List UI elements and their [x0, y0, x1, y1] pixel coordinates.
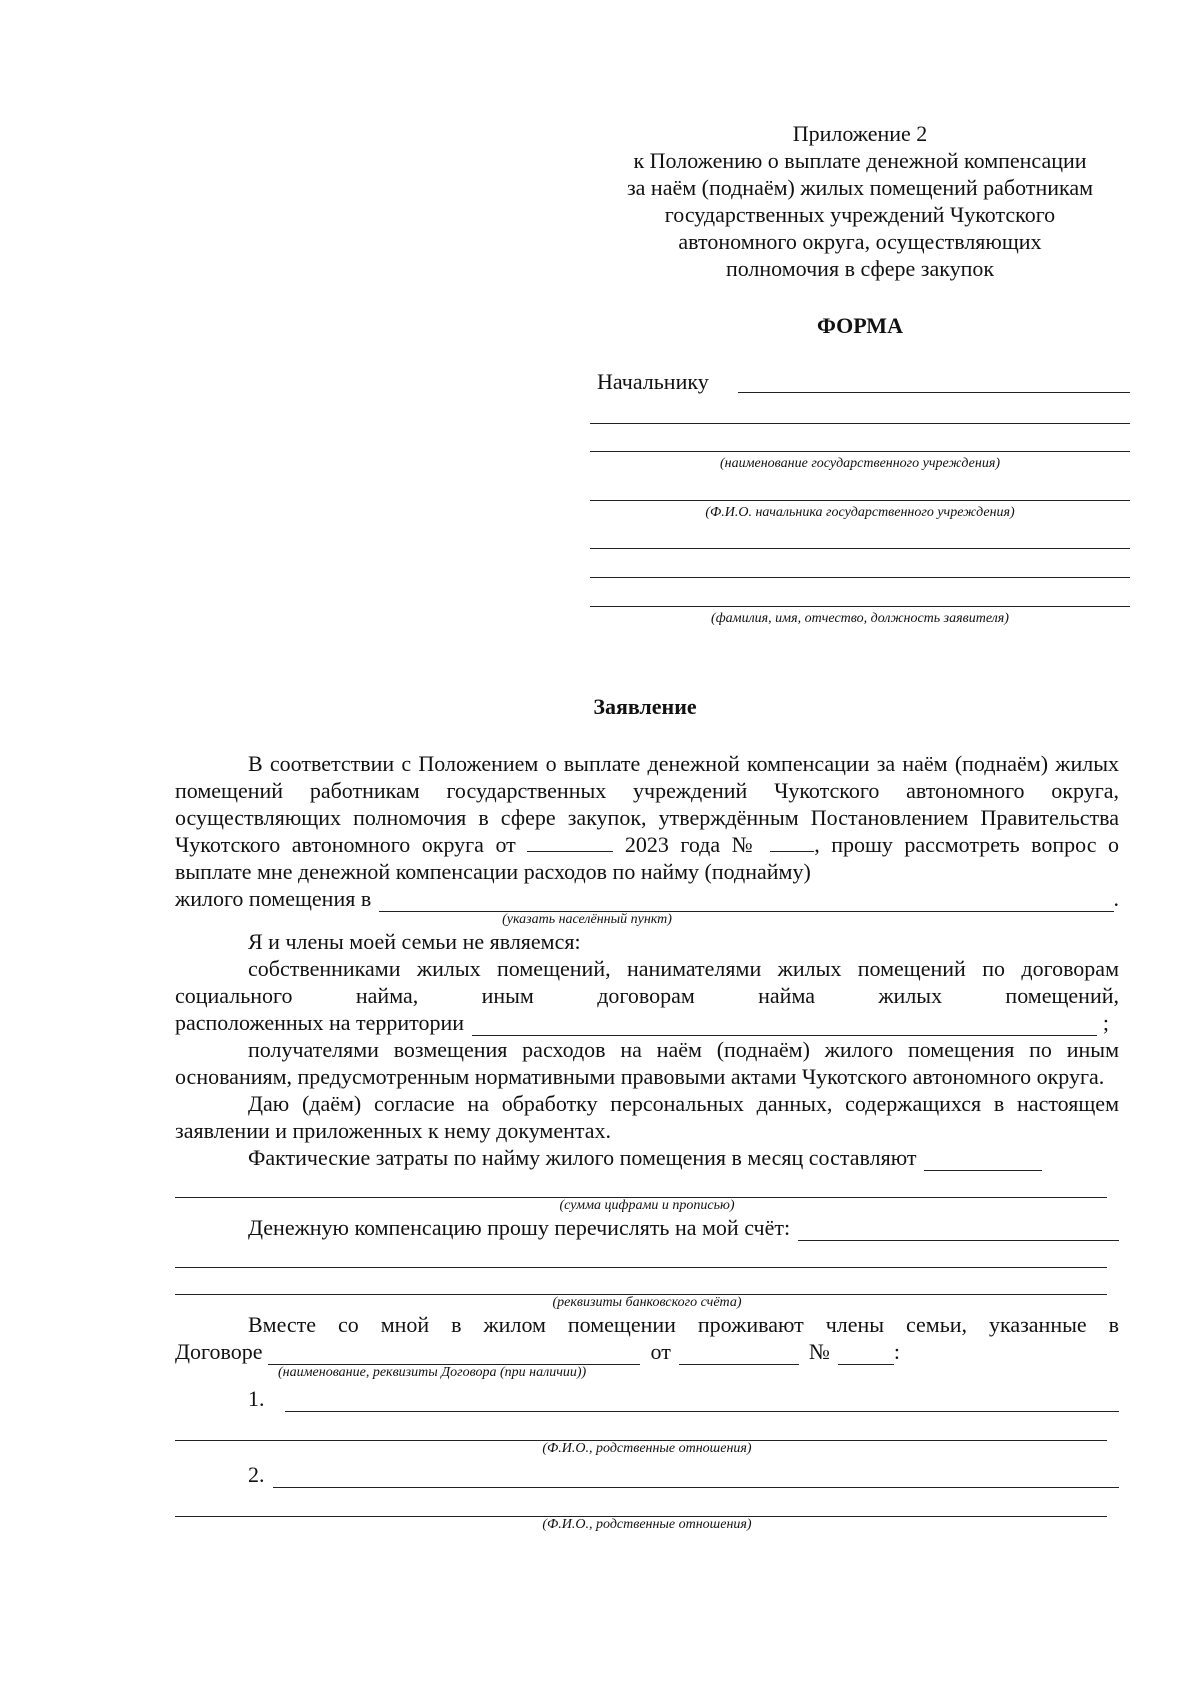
applicant-line-1[interactable] — [590, 548, 1130, 549]
header-line: государственных учреждений Чукотского — [664, 202, 1056, 227]
family-item-1: 1. — [175, 1385, 1119, 1412]
territory-field[interactable] — [472, 1015, 1097, 1036]
head-fio-line[interactable] — [590, 500, 1130, 501]
caption-contract: (наименование, реквизиты Договора (при наличии)) — [278, 1365, 587, 1380]
head-name-line[interactable] — [738, 392, 1130, 393]
header-line: за наём (поднаём) жилых помещений работникам — [626, 175, 1094, 200]
costs-row: Фактические затраты по найму жилого помещения в месяц составляют — [175, 1144, 1119, 1171]
account-row: Денежную компенсацию прошу перечислять на мой счёт: — [175, 1214, 1119, 1241]
paragraph-3: собственниками жилых помещений, нанимателями жилых помещений по договорам социального найма, иным договорам найма жилых помещений, — [175, 956, 1119, 1008]
costs-line[interactable] — [175, 1171, 1107, 1198]
paragraph-8: Вместе со мной в жилом помещении проживают члены семьи, указанные в — [248, 1312, 1119, 1337]
contract-row: Договоре от № : — [175, 1339, 900, 1364]
family-member-2-field[interactable] — [273, 1467, 1120, 1488]
caption-fio-1: (Ф.И.О., родственные отношения) — [542, 1441, 752, 1456]
header-line: к Положению о выплате денежной компенсации — [633, 148, 1087, 173]
family-member-2-line[interactable] — [175, 1488, 1107, 1517]
territory-row: расположенных на территории ; — [175, 1010, 1109, 1035]
caption-settlement: (указать населённый пункт) — [502, 912, 672, 927]
settlement-field[interactable] — [379, 891, 1113, 912]
family-member-1-line[interactable] — [175, 1412, 1107, 1441]
institution-line-1[interactable] — [590, 423, 1130, 424]
resolution-date-blank[interactable] — [527, 833, 613, 852]
costs-field[interactable] — [924, 1150, 1042, 1171]
application-body — [175, 750, 1119, 1533]
applicant-line-3[interactable] — [590, 606, 1130, 607]
paragraph-4: получателями возмещения расходов на наём (поднаём) жилого помещения по иным основаниям, предусмотренным нормативными правовыми актами Чукотского автономного округа. — [175, 1037, 1119, 1089]
account-field[interactable] — [798, 1220, 1119, 1241]
form-label: ФОРМА — [817, 313, 903, 338]
resolution-number-blank[interactable] — [770, 833, 814, 852]
contract-name-field[interactable] — [268, 1344, 640, 1365]
caption-institution: (наименование государственного учреждения) — [719, 456, 1000, 471]
paragraph-2: Я и члены моей семьи не являемся: — [248, 929, 581, 954]
header-line: полномочия в сфере закупок — [725, 256, 995, 281]
header-line: Приложение 2 — [792, 121, 928, 146]
institution-line-2[interactable] — [590, 451, 1130, 452]
family-member-1-field[interactable] — [285, 1391, 1120, 1412]
to-label: Начальнику — [597, 369, 709, 394]
paragraph-5: Даю (даём) согласие на обработку персональных данных, содержащихся в настоящем заявлении и приложенных к нему документах. — [175, 1091, 1119, 1143]
caption-head: (Ф.И.О. начальника государственного учреждения) — [705, 505, 1015, 520]
paragraph-1: В соответствии с Положением о выплате денежной компенсации за наём (поднаём) жилых помещений работникам государственных учреждений Чукотского автономного округа, осуществляющих полномочия в сфере закупок, утверждённым Постановлением Правительства Чукотского автономного округа от 2023 года № , прошу рассмотреть вопрос о выплате мне денежной компенсации расходов по найму (поднайму) — [175, 751, 1120, 884]
caption-bank: (реквизиты банковского счёта) — [552, 1295, 742, 1310]
applicant-line-2[interactable] — [590, 577, 1130, 578]
caption-applicant: (фамилия, имя, отчество, должность заявителя) — [711, 611, 1009, 626]
family-item-2: 2. — [175, 1461, 1119, 1488]
caption-fio-2: (Ф.И.О., родственные отношения) — [542, 1517, 752, 1532]
header-line: автономного округа, осуществляющих — [678, 229, 1042, 254]
contract-number-field[interactable] — [838, 1344, 894, 1365]
settlement-row: жилого помещения в . — [175, 886, 1119, 911]
bank-line-1[interactable] — [175, 1241, 1107, 1268]
caption-sum: (сумма цифрами и прописью) — [559, 1198, 735, 1213]
contract-date-field[interactable] — [679, 1344, 799, 1365]
bank-line-2[interactable] — [175, 1268, 1107, 1295]
document-title: Заявление — [593, 694, 697, 719]
appendix-header — [580, 120, 1140, 282]
